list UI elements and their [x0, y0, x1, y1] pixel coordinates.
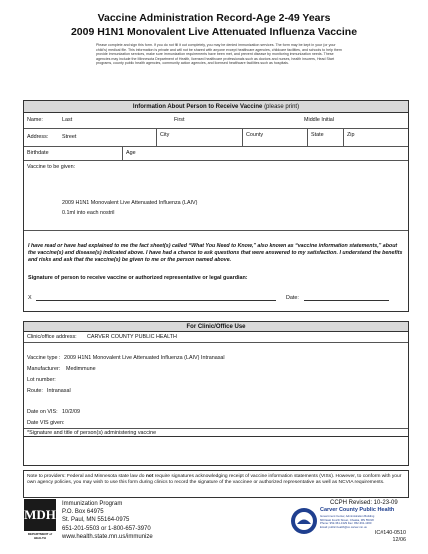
lot-number-field[interactable]: Lot number:: [27, 377, 56, 383]
middle-initial-field[interactable]: Middle Initial: [304, 117, 334, 123]
mdh-letters: MDH: [24, 499, 56, 531]
county-field[interactable]: [242, 129, 307, 146]
vaccine-dose: 0.1ml into each nostril: [62, 210, 115, 216]
person-section-heading: [24, 101, 408, 113]
providers-note-prefix: Note to providers: Federal and Minnesota state law do: [27, 474, 146, 479]
zip-field[interactable]: [343, 129, 409, 146]
address-row: [24, 129, 408, 147]
providers-note-suffix: require signatures acknowledging receipt of vaccine information statements (VISs). However, to conform with your own agency policies, you may wish to use this form during clinics to record the signature of the vaccinee or authorized representative as well as NCVIA requirements.: [27, 474, 402, 486]
clinic-address-value[interactable]: CARVER COUNTY PUBLIC HEALTH: [87, 334, 177, 340]
form-title: Vaccine Administration Record-Age 2-49 Years: [97, 12, 331, 24]
name-row: [24, 113, 408, 129]
program-contact: [62, 500, 153, 541]
clinic-signature-area[interactable]: [23, 436, 409, 466]
manufacturer-label: Manufacturer:: [27, 366, 61, 372]
clinic-address-label: Clinic/office address:: [27, 334, 77, 340]
route-label: Route:: [27, 388, 43, 394]
signature-date-line[interactable]: [304, 300, 389, 301]
ccph-seal-icon: [290, 507, 318, 535]
clinic-section: [23, 321, 409, 437]
signature-prompt: Signature of person to receive vaccine or authorized representative or legal guardian:: [28, 275, 248, 281]
program-line4: 651-201-5503 or 1-800-657-3970: [62, 525, 151, 532]
ccph-info-line3: Phone: 952-361-1329 Fax: 952-361-1360: [320, 521, 372, 526]
age-label: Age: [126, 150, 136, 156]
state-field[interactable]: [307, 129, 343, 146]
address-label: Address:: [27, 134, 49, 140]
ccph-info: [320, 515, 374, 529]
program-line1: Immunization Program: [62, 501, 123, 507]
ccph-revised: CCPH Revised: 10-23-09: [330, 500, 398, 506]
birthdate-field[interactable]: Birthdate: [27, 150, 49, 156]
providers-note: [23, 470, 409, 498]
form-id-date: 12/06: [392, 537, 406, 543]
vis-date-value[interactable]: 10/2/09: [62, 409, 80, 415]
route-value[interactable]: Intranasal: [47, 388, 71, 394]
manufacturer-value[interactable]: Medimmune: [66, 366, 96, 372]
age-field[interactable]: [122, 147, 409, 160]
county-label: County: [246, 132, 264, 138]
administrator-signature-label: *Signature and title of person(s) administering vaccine: [27, 430, 157, 436]
street-field[interactable]: Street: [62, 134, 77, 140]
mdh-logo: [24, 499, 56, 549]
city-field[interactable]: [156, 129, 242, 146]
program-line2: P.O. Box 64975: [62, 509, 104, 516]
vaccine-name: 2009 H1N1 Monovalent Live Attenuated Influenza (LAIV): [62, 200, 198, 206]
name-label: Name:: [27, 117, 43, 123]
signature-line[interactable]: [36, 300, 276, 301]
zip-label: Zip: [347, 132, 355, 138]
city-label: City: [160, 132, 170, 138]
vaccine-row: [24, 161, 408, 231]
first-name-field[interactable]: First: [174, 117, 185, 123]
person-info-section: [23, 100, 409, 312]
vaccine-to-be-given-label: Vaccine to be given:: [27, 164, 76, 170]
ccph-info-line2: 600 East Fourth Street, Chaska, MN 55318: [320, 517, 374, 522]
form-id: [375, 530, 406, 544]
date-label: Date:: [286, 295, 299, 301]
vaccine-type-value[interactable]: 2009 H1N1 Monovalent Live Attenuated Influenza (LAIV) Intranasal: [64, 355, 225, 361]
ccph-info-line1: Government Center, Administration Building: [320, 514, 375, 518]
x-mark: X: [28, 295, 32, 301]
vis-date-label: Date on VIS:: [27, 409, 58, 415]
state-label: State: [311, 132, 324, 138]
program-website[interactable]: www.health.state.mn.us/immunize: [62, 533, 153, 540]
clinic-address-row: [24, 332, 408, 343]
person-heading-text: Information About Person to Receive Vaccine: [132, 104, 263, 110]
providers-note-bold: not: [145, 474, 154, 479]
ccph-name: Carver County Public Health: [320, 507, 395, 513]
last-name-field[interactable]: Last: [62, 117, 73, 123]
ccph-info-line4: Email: public.health@co.carver.mn.us: [320, 524, 367, 529]
vis-given-field[interactable]: Date VIS given:: [27, 420, 65, 426]
consent-statement: I have read or have had explained to me the fact sheet(s) called “What You Need to Know,” also known as “vaccine information statements,” about the vaccine(s) and disease(s) indicated above. I have had a chance to ask questions that were answered to my satisfaction. I understand the benefits and risks and ask that the vaccine(s) be given to me or the person named above.: [28, 243, 403, 264]
form-id-number: IC#140-0510: [374, 530, 406, 536]
mdh-tagline: DEPARTMENT of HEALTH: [27, 532, 53, 540]
person-heading-note: (please print): [264, 104, 300, 110]
vaccine-type-label: Vaccine type :: [27, 355, 61, 361]
program-line3: St. Paul, MN 55164-0975: [62, 517, 130, 524]
form-subtitle: 2009 H1N1 Monovalent Live Attenuated Influenza Vaccine: [70, 26, 358, 38]
birthdate-row: [24, 147, 408, 161]
privacy-notice: Please complete and sign this form. If you do not fill it out completely, you may be denied immunization services. The form may be kept in your (or your child's) medical file. This information is private and will not be shared with anyone except healthcare agencies, childcare facilities, and schools to help them provide immunization services, make sure immunization requirements have been met, and prevent disease by monitoring immunization needs. These agencies may include the Minnesota Department of Health, licensed healthcare professionals such as doctors and nurses, health insurers, Head Start programs, county public health agencies, community action agencies, and licensed healthcare facilities such as hospitals.: [96, 43, 342, 66]
clinic-section-heading: For Clinic/Office Use: [24, 322, 408, 332]
